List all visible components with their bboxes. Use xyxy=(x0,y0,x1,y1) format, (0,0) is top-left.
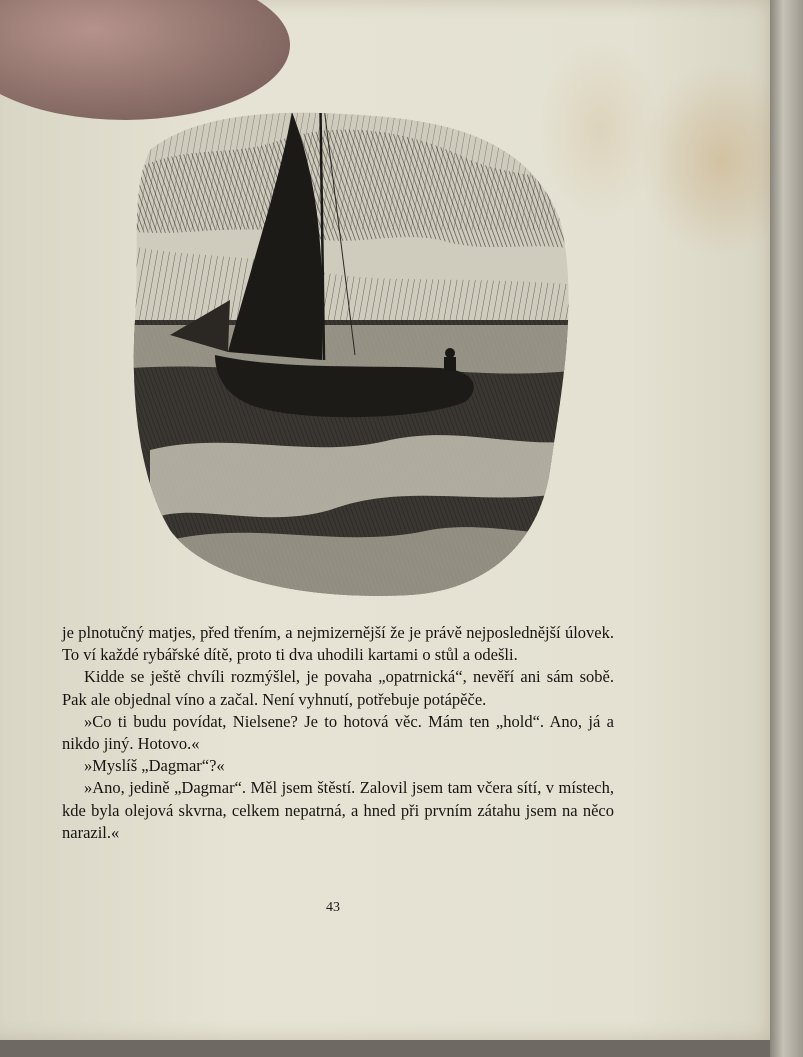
paragraph: »Myslíš „Dagmar“?« xyxy=(84,756,225,776)
page-number: 43 xyxy=(326,900,340,915)
body-text xyxy=(62,622,614,844)
page-edge xyxy=(770,0,803,1057)
paragraph: »Co ti budu povídat, Nielsene? Je to hotová věc. Mám ten „hold“. Ano, já a nikdo jiný. Hotovo.« xyxy=(62,711,614,754)
paragraph: Kidde se ještě chvíli rozmýšlel, je povaha „opatrnická“, nevěří ani sám sobě. Pak ale objednal víno a začal. Není vyhnutí, potřebuje potápěče. xyxy=(62,667,614,709)
paragraph: je plnotučný matjes, před třením, a nejmizernější že je právě nejposlednější úlovek. To ví každé rybářské dítě, proto ti dva uhodili kartami o stůl a odešli. xyxy=(62,623,614,665)
paragraph: »Ano, jedině „Dagmar“. Měl jsem štěstí. Zalovil jsem tam včera sítí, v místech, kde byla olejová skvrna, celkem nepatrná, a hned při prvním zátahu jsem na něco narazil.« xyxy=(62,778,614,842)
sailing-boat-illustration xyxy=(110,70,580,600)
